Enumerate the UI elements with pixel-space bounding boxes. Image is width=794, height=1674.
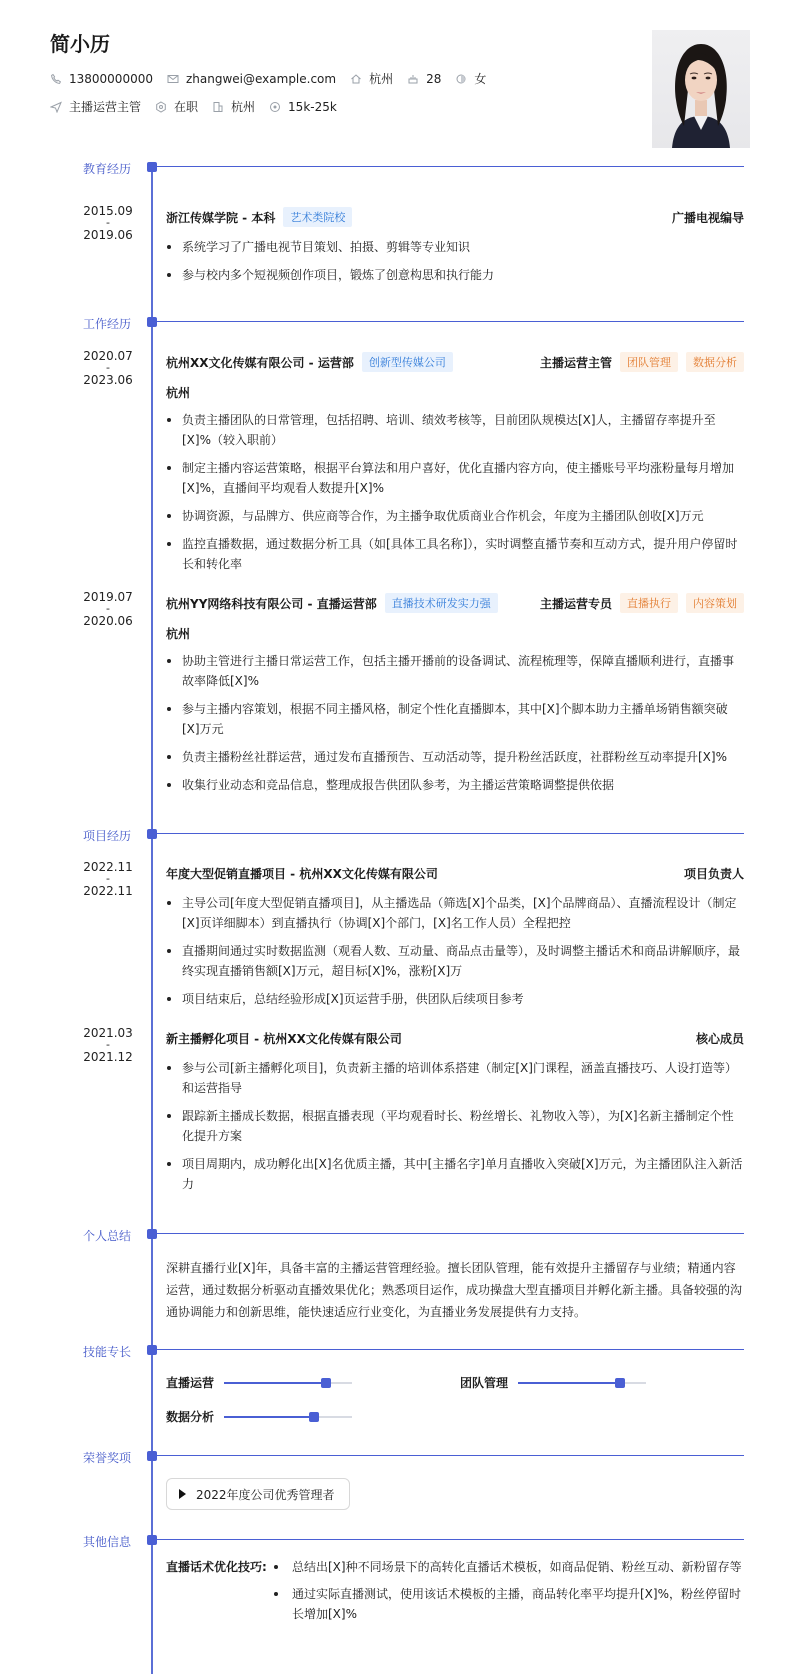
- target-job-item: [50, 98, 141, 115]
- city-item: [350, 70, 393, 87]
- education-entry-head: [166, 207, 744, 227]
- section-marker: [147, 1451, 157, 1461]
- list-item: 制定主播内容运营策略，根据平台算法和用户喜好，优化直播内容方向，使主播账号平均涨粉量每月增加[X]%，直播间平均观看人数提升[X]%: [166, 458, 744, 498]
- list-item: 监控直播数据，通过数据分析工具（如[具体工具名称]），实时调整直播节奏和互动方式，提升用户停留时长和转化率: [166, 534, 744, 574]
- candidate-name: 简小历: [50, 32, 110, 56]
- work-date: [78, 590, 138, 628]
- gender-item: [455, 70, 486, 87]
- section-marker: [147, 1229, 157, 1239]
- send-icon: [50, 101, 62, 113]
- salary-item: [269, 100, 337, 114]
- list-item: 主导公司[年度大型促销直播项目]，从主播选品（筛选[X]个品类，[X]个品牌商品）、直播流程设计（制定[X]页详细脚本）到直播执行（协调[X]个部门，[X]名工作人员）全程把控: [166, 893, 744, 933]
- date-end: 2020.06: [83, 614, 133, 628]
- project-bullets: [166, 1058, 744, 1202]
- list-item: 参与公司[新主播孵化项目]，负责新主播的培训体系搭建（制定[X]门课程，涵盖直播技巧、人设打造等）和运营指导: [166, 1058, 744, 1098]
- portrait-image: [652, 30, 750, 148]
- status-item: [155, 98, 198, 115]
- list-item: 系统学习了广播电视节目策划、拍摄、剪辑等专业知识: [166, 237, 744, 257]
- list-item: 参与主播内容策划，根据不同主播风格，制定个性化直播脚本，其中[X]个脚本助力主播单场销售额突破[X]万元: [166, 699, 744, 739]
- date-end: 2019.06: [83, 228, 133, 242]
- section-divider: [157, 166, 744, 167]
- company-tag: 直播技术研发实力强: [385, 593, 498, 613]
- list-item: 跟踪新主播成长数据，根据直播表现（平均观看时长、粉丝增长、礼物收入等），为[X]名新主播制定个性化提升方案: [166, 1106, 744, 1146]
- date-start: 2019.07: [83, 590, 133, 604]
- company-title: 杭州XX文化传媒有限公司 - 运营部: [166, 355, 354, 370]
- section-summary: [0, 1227, 794, 1241]
- section-divider: [157, 833, 744, 834]
- list-item: 协调资源，与品牌方、供应商等合作，为主播争取优质商业合作机会，年度为主播团队创收[X]万元: [166, 506, 744, 526]
- list-item: 项目结束后，总结经验形成[X]页运营手册，供团队后续项目参考: [166, 989, 744, 1009]
- list-item: 负责主播团队的日常管理，包括招聘、培训、绩效考核等，目前团队规模达[X]人，主播留存率提升至[X]%（较入职前）: [166, 410, 744, 450]
- skill-fill: [224, 1382, 326, 1384]
- date-start: 2020.07: [83, 349, 133, 363]
- skill-fill: [518, 1382, 620, 1384]
- education-date: [78, 204, 138, 242]
- list-item: 协助主管进行主播日常运营工作，包括主播开播前的设备调试、流程梳理等，保障直播顺利进行，直播事故率降低[X]%: [166, 651, 744, 691]
- target-city-text: 杭州: [231, 100, 256, 114]
- skill-knob: [321, 1378, 331, 1388]
- section-marker: [147, 1535, 157, 1545]
- project-bullets: [166, 893, 744, 1017]
- school-title: 浙江传媒学院 - 本科: [166, 210, 276, 225]
- date-start: 2022.11: [83, 860, 133, 874]
- section-other: [0, 1533, 794, 1547]
- date-sep: -: [106, 361, 110, 374]
- date-sep: -: [106, 872, 110, 885]
- section-title-education: 教育经历: [83, 162, 132, 176]
- skill-bar: [224, 1416, 352, 1418]
- skill-bar: [518, 1382, 646, 1384]
- skill-name: 团队管理: [460, 1376, 509, 1390]
- section-projects: [0, 827, 794, 841]
- list-item: 项目周期内，成功孵化出[X]名优质主播，其中[主播名字]单月直播收入突破[X]万元，为主播团队注入新活力: [166, 1154, 744, 1194]
- list-item: 通过实际直播测试，使用该话术模板的主播，商品转化率平均提升[X]%，粉丝停留时长增加[X]%: [270, 1584, 746, 1624]
- other-label: 直播话术优化技巧:: [166, 1560, 267, 1574]
- work-bullets: [166, 651, 744, 803]
- date-start: 2021.03: [83, 1026, 133, 1040]
- date-start: 2015.09: [83, 204, 133, 218]
- city-text: 杭州: [369, 72, 394, 86]
- list-item: 参与校内多个短视频创作项目，锻炼了创意构思和执行能力: [166, 265, 744, 285]
- section-title-work: 工作经历: [83, 317, 132, 331]
- project-title: 年度大型促销直播项目 - 杭州XX文化传媒有限公司: [166, 866, 438, 881]
- home-icon: [350, 73, 362, 85]
- contact-row: [50, 70, 500, 87]
- company-title: 杭州YY网络科技有限公司 - 直播运营部: [166, 596, 377, 611]
- work-date: [78, 349, 138, 387]
- section-divider: [157, 1349, 744, 1350]
- skill-bar: [224, 1382, 352, 1384]
- date-end: 2022.11: [83, 884, 133, 898]
- phone-icon: [50, 73, 62, 85]
- job-role: 主播运营主管: [539, 355, 612, 370]
- date-end: 2021.12: [83, 1050, 133, 1064]
- section-title-awards: 荣誉奖项: [83, 1451, 132, 1465]
- section-title-summary: 个人总结: [83, 1229, 132, 1243]
- list-item: 总结出[X]种不同场景下的高转化直播话术模板，如商品促销、粉丝互动、新粉留存等: [270, 1557, 746, 1577]
- section-marker: [147, 829, 157, 839]
- work-city: 杭州: [166, 627, 191, 641]
- project-role: 核心成员: [695, 1031, 744, 1046]
- coin-icon: [269, 101, 281, 113]
- building-icon: [212, 101, 224, 113]
- cake-icon: [407, 73, 419, 85]
- award-text: 2022年度公司优秀管理者: [196, 1487, 335, 1502]
- salary-text: 15k-25k: [288, 99, 337, 114]
- profile-photo: [652, 30, 750, 148]
- summary-text: 深耕直播行业[X]年，具备丰富的主播运营管理经验。擅长团队管理，能有效提升主播留存与业绩；精通内容运营，通过数据分析驱动直播效果优化；熟悉项目运作，成功操盘大型直播项目并孵化新主播。具备较强的沟通协调能力和创新思维，能快速适应行业变化，为直播业务发展提供有力支持。: [166, 1261, 743, 1319]
- resume-header: [50, 28, 750, 148]
- skill-name: 直播运营: [166, 1376, 215, 1390]
- status-text: 在职: [174, 100, 199, 114]
- email-item: [167, 72, 336, 86]
- section-skills: [0, 1343, 794, 1357]
- list-item: 直播期间通过实时数据监测（观看人数、互动量、商品点击量等），及时调整主播话术和商品讲解顺序，最终实现直播销售额[X]万元，超目标[X]%，涨粉[X]万: [166, 941, 744, 981]
- education-bullets: [166, 237, 744, 293]
- work-entry-head: [166, 593, 744, 613]
- date-end: 2023.06: [83, 373, 133, 387]
- job-role: 主播运营专员: [539, 596, 612, 611]
- project-date: [78, 1026, 138, 1064]
- skill-item: [166, 1374, 352, 1391]
- company-tag: 创新型传媒公司: [362, 352, 453, 372]
- other-bullets: [270, 1557, 746, 1631]
- skill-knob: [309, 1412, 319, 1422]
- age-text: 28: [426, 71, 442, 86]
- email-text: zhangwei@example.com: [185, 71, 337, 86]
- section-title-other: 其他信息: [83, 1535, 132, 1549]
- age-item: [407, 72, 441, 86]
- section-marker: [147, 317, 157, 327]
- section-work: [0, 315, 794, 329]
- project-date: [78, 860, 138, 898]
- work-bullets: [166, 410, 744, 582]
- skill-item: [460, 1374, 646, 1391]
- section-awards: [0, 1449, 794, 1463]
- section-divider: [157, 1539, 744, 1540]
- school-tag: 艺术类院校: [283, 207, 352, 227]
- list-item: 收集行业动态和竞品信息，整理成报告供团队参考，为主播运营策略调整提供依据: [166, 775, 744, 795]
- skill-fill: [224, 1416, 314, 1418]
- skill-name: 数据分析: [166, 1410, 215, 1424]
- mail-icon: [167, 73, 179, 85]
- role-tag: 内容策划: [686, 593, 744, 613]
- skill-item: [166, 1408, 352, 1425]
- project-role: 项目负责人: [683, 866, 744, 881]
- play-icon: [179, 1489, 186, 1499]
- role-tag: 团队管理: [620, 352, 678, 372]
- section-divider: [157, 1455, 744, 1456]
- work-city: 杭州: [166, 386, 191, 400]
- work-entry-head: [166, 352, 744, 372]
- list-item: 负责主播粉丝社群运营，通过发布直播预告、互动活动等，提升粉丝活跃度，社群粉丝互动率提升[X]%: [166, 747, 744, 767]
- status-icon: [155, 101, 167, 113]
- phone-text: 13800000000: [69, 71, 153, 86]
- section-marker: [147, 162, 157, 172]
- project-entry-head: [166, 863, 744, 883]
- skill-knob: [615, 1378, 625, 1388]
- section-marker: [147, 1345, 157, 1355]
- project-title: 新主播孵化项目 - 杭州XX文化传媒有限公司: [166, 1031, 402, 1046]
- award-item[interactable]: [166, 1478, 350, 1510]
- section-education: [0, 160, 794, 174]
- date-sep: -: [106, 216, 110, 229]
- gender-text: 女: [474, 72, 487, 86]
- job-intent-row: [50, 98, 351, 115]
- target-job-text: 主播运营主管: [69, 100, 142, 114]
- gender-icon: [455, 73, 467, 85]
- section-divider: [157, 321, 744, 322]
- phone-item: [50, 72, 153, 86]
- project-entry-head: [166, 1028, 744, 1048]
- section-divider: [157, 1233, 744, 1234]
- date-sep: -: [106, 1038, 110, 1051]
- date-sep: -: [106, 602, 110, 615]
- section-title-skills: 技能专长: [83, 1345, 132, 1359]
- major: 广播电视编导: [671, 210, 744, 225]
- target-city-item: [212, 98, 255, 115]
- section-title-projects: 项目经历: [83, 829, 132, 843]
- role-tag: 直播执行: [620, 593, 678, 613]
- role-tag: 数据分析: [686, 352, 744, 372]
